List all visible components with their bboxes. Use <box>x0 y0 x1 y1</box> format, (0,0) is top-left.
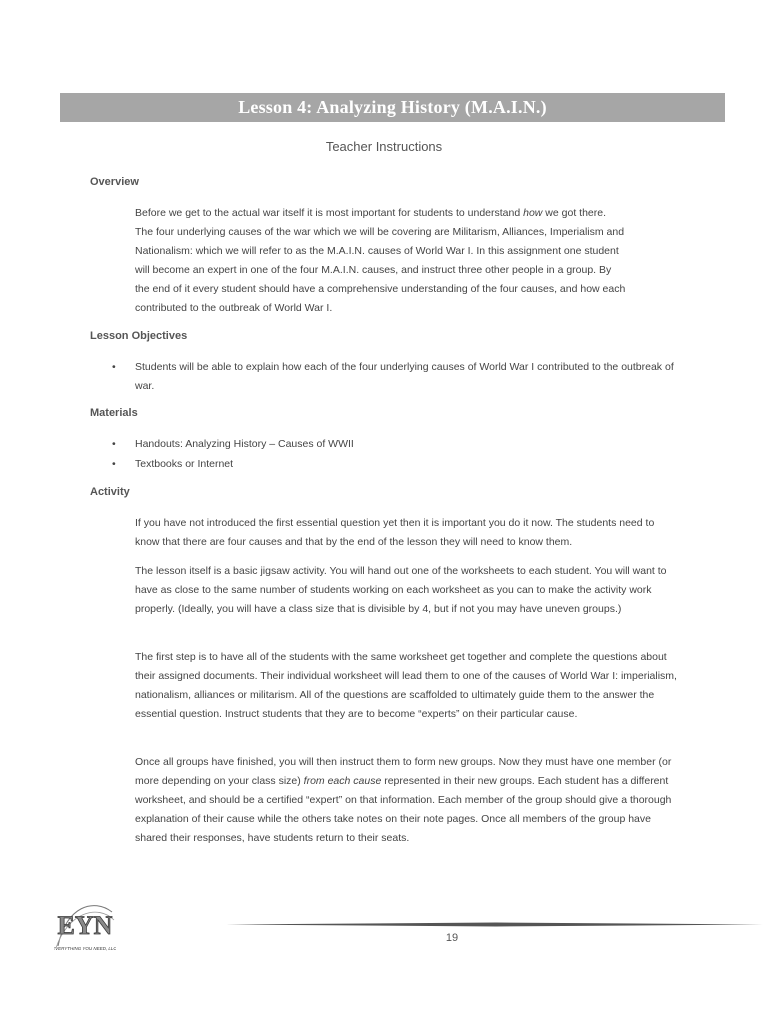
material-item: • Handouts: Analyzing History – Causes of WWII <box>112 435 678 454</box>
subtitle: Teacher Instructions <box>325 139 443 154</box>
overview-line-2: The four underlying causes of the war which we will be covering are Militarism, Alliances, Imperialism and <box>135 226 625 238</box>
activity-heading: Activity <box>90 486 130 498</box>
material-item: • Textbooks or Internet <box>112 455 678 474</box>
activity-paragraph-1: If you have not introduced the first essential question yet then it is important you do it now. The students need to know that there are four causes and that by the end of the lesson they will need to know them. <box>135 517 655 548</box>
footer-rule <box>226 922 768 927</box>
bullet-icon: • <box>112 458 116 470</box>
bullet-icon: • <box>112 438 116 450</box>
overview-line-3: Nationalism: which we will refer to as the M.A.I.N. causes of World War I. In this assignment one student <box>135 245 619 257</box>
objective-item: • Students will be able to explain how each of the four underlying causes of World War I contributed to the outbreak of war. <box>112 358 678 396</box>
activity-paragraph-3: The first step is to have all of the students with the same worksheet get together and complete the questions about their assigned documents. Their individual worksheet will lead them to one of the causes of World War I: imperialism, nationalism, alliances or militarism. All of the questions are scaffolded to ultimately guide them to the answer the essential question. Instruct students that they are to become “experts” on their particular cause. <box>135 651 677 720</box>
overview-line-6: contributed to the outbreak of World War I. <box>135 302 333 314</box>
company-logo <box>54 898 116 956</box>
overview-heading: Overview <box>90 176 139 188</box>
objectives-heading: Lesson Objectives <box>90 330 188 342</box>
overview-paragraph <box>135 204 677 318</box>
bullet-icon: • <box>112 361 116 373</box>
overview-line-4: will become an expert in one of the four M.A.I.N. causes, and instruct three other people in a group. By <box>135 264 612 276</box>
page-title: Lesson 4: Analyzing History (M.A.I.N.) <box>238 97 547 117</box>
overview-line-1: Before we get to the actual war itself it is most important for students to understand how we got there. <box>135 207 607 219</box>
overview-line-5: the end of it every student should have a comprehensive understanding of the four causes, and how each <box>135 283 626 295</box>
svg-text:EYN: EYN <box>57 911 113 940</box>
title-bar <box>60 93 725 122</box>
activity-paragraph-2: The lesson itself is a basic jigsaw activity. You will hand out one of the worksheets to each student. You will want to have as close to the same number of students working on each worksheet as you can to make the activity work properly. (Ideally, you will have a class size that is divisible by 4, but if not you may have uneven groups.) <box>135 565 667 615</box>
page-number: 19 <box>445 932 459 944</box>
materials-heading: Materials <box>90 407 138 419</box>
activity-paragraph-4: Once all groups have finished, you will then instruct them to form new groups. Now they must have one member (or more depending on your class size) from each cause represented in their new groups. Each student has a different worksheet, and should be a certified “expert” on that information. Each member of the group should give a thorough explanation of their cause while the others take notes on their note pages. Once all members of the group have shared their responses, have students return to their seats. <box>135 756 672 844</box>
svg-text:EVERYTHING YOU NEED, LLC.: EVERYTHING YOU NEED, LLC. <box>54 946 116 951</box>
